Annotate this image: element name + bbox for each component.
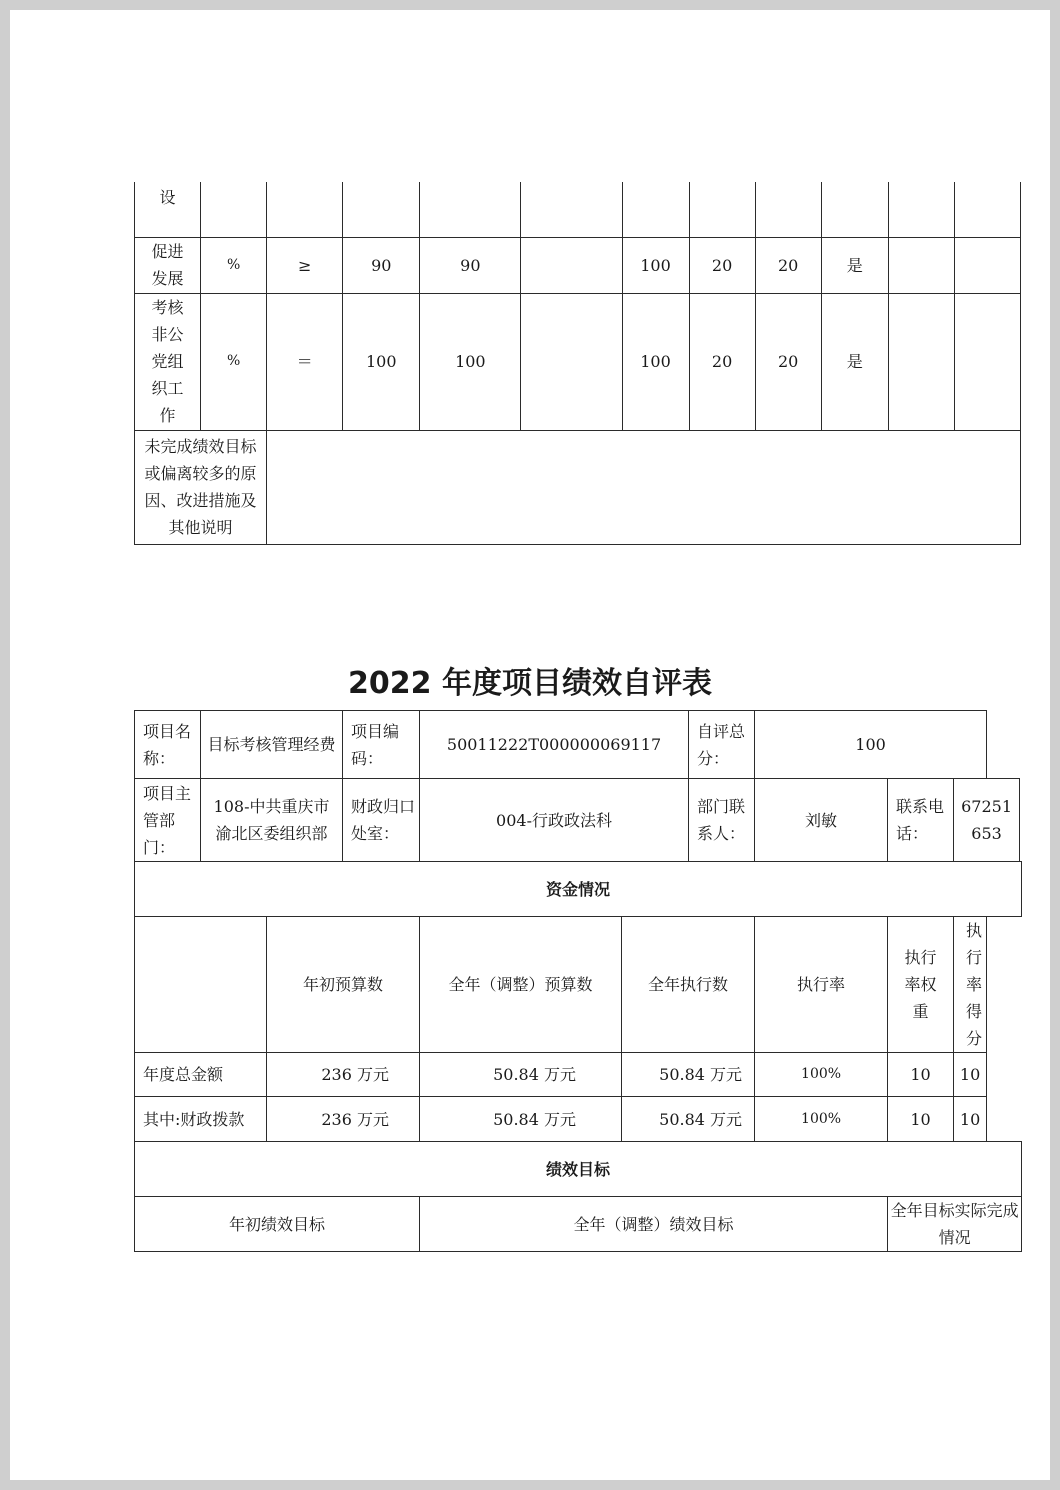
- funds-executed: 50.84 万元: [622, 1097, 755, 1142]
- funds-header-row: [135, 917, 1022, 1053]
- goals-header: 全年（调整）绩效目标: [420, 1197, 888, 1252]
- funds-initial: 236 万元: [267, 1097, 420, 1142]
- indicator-table: [134, 182, 1021, 545]
- unit-cell: [201, 182, 267, 237]
- table-row: [135, 182, 1021, 237]
- dept-label: 项目主管部门：: [135, 779, 201, 862]
- value-cell: [521, 293, 622, 430]
- phone-value: 67251653: [954, 779, 1020, 862]
- value-cell: [521, 182, 622, 237]
- value-cell: 90: [420, 237, 521, 293]
- funds-header: 执行率: [755, 917, 888, 1053]
- value-cell: [521, 237, 622, 293]
- table-row: [135, 293, 1021, 430]
- funds-header: 执行率得分: [954, 917, 987, 1053]
- explanation-label: 未完成绩效目标或偏离较多的原因、改进措施及其他说明: [135, 430, 267, 544]
- operator-cell: [267, 182, 343, 237]
- funds-row-label: 年度总金额: [135, 1053, 267, 1097]
- value-cell: [888, 237, 954, 293]
- funds-initial: 236 万元: [267, 1053, 420, 1097]
- funds-rate: 100%: [755, 1053, 888, 1097]
- funds-header-empty: [135, 917, 267, 1053]
- value-cell: [954, 237, 1020, 293]
- office-value: 004-行政政法科: [420, 779, 689, 862]
- table-row: [135, 430, 1021, 544]
- section-row: [135, 862, 1022, 917]
- total-score: 100: [755, 711, 987, 779]
- project-info-row: [135, 779, 1022, 862]
- value-cell: [954, 182, 1020, 237]
- funds-score: 10: [954, 1097, 987, 1142]
- explanation-value: [267, 430, 1021, 544]
- value-cell: [420, 182, 521, 237]
- table-row: [135, 1097, 1022, 1142]
- operator-cell: ＝: [267, 293, 343, 430]
- goals-section-title: 绩效目标: [135, 1142, 1022, 1197]
- value-cell: [954, 293, 1020, 430]
- funds-section-title: 资金情况: [135, 862, 1022, 917]
- funds-score: 10: [954, 1053, 987, 1097]
- project-code-label: 项目编码：: [343, 711, 420, 779]
- funds-adjusted: 50.84 万元: [420, 1053, 622, 1097]
- value-cell: [689, 182, 755, 237]
- value-cell: 20: [689, 293, 755, 430]
- value-cell: 20: [755, 237, 821, 293]
- project-name-label: 项目名称：: [135, 711, 201, 779]
- table-row: [135, 1053, 1022, 1097]
- value-cell: [343, 182, 420, 237]
- page-title: 2022 年度项目绩效自评表: [348, 666, 712, 701]
- value-cell: 是: [821, 237, 888, 293]
- funds-header: 年初预算数: [267, 917, 420, 1053]
- indicator-name: 促进发展: [135, 237, 201, 293]
- indicator-name: 设: [135, 182, 201, 237]
- self-evaluation-table: [134, 710, 1022, 1252]
- value-cell: [755, 182, 821, 237]
- goals-header: 年初绩效目标: [135, 1197, 420, 1252]
- table-row: [135, 237, 1021, 293]
- funds-row-label: 其中:财政拨款: [135, 1097, 267, 1142]
- value-cell: 100: [343, 293, 420, 430]
- value-cell: [888, 182, 954, 237]
- project-info-row: [135, 711, 1022, 779]
- contact-value: 刘敏: [755, 779, 888, 862]
- score-label: 自评总分：: [689, 711, 755, 779]
- dept-value: 108-中共重庆市渝北区委组织部: [201, 779, 343, 862]
- phone-label: 联系电话：: [888, 779, 954, 862]
- funds-adjusted: 50.84 万元: [420, 1097, 622, 1142]
- value-cell: 90: [343, 237, 420, 293]
- funds-executed: 50.84 万元: [622, 1053, 755, 1097]
- project-code: 50011222T000000069117: [420, 711, 689, 779]
- funds-rate: 100%: [755, 1097, 888, 1142]
- project-name: 目标考核管理经费: [201, 711, 343, 779]
- value-cell: [888, 293, 954, 430]
- value-cell: [622, 182, 689, 237]
- contact-label: 部门联系人：: [689, 779, 755, 862]
- value-cell: 100: [420, 293, 521, 430]
- value-cell: 是: [821, 293, 888, 430]
- goals-header-row: [135, 1197, 1022, 1252]
- funds-weight: 10: [888, 1053, 954, 1097]
- value-cell: [821, 182, 888, 237]
- value-cell: 20: [689, 237, 755, 293]
- unit-cell: %: [201, 293, 267, 430]
- unit-cell: %: [201, 237, 267, 293]
- goals-header: 全年目标实际完成情况: [888, 1197, 1022, 1252]
- operator-cell: ≥: [267, 237, 343, 293]
- section-row: [135, 1142, 1022, 1197]
- indicator-name: 考核非公党组织工作: [135, 293, 201, 430]
- office-label: 财政归口处室：: [343, 779, 420, 862]
- funds-header: 执行率权重: [888, 917, 954, 1053]
- value-cell: 100: [622, 237, 689, 293]
- funds-weight: 10: [888, 1097, 954, 1142]
- value-cell: 20: [755, 293, 821, 430]
- funds-header: 全年执行数: [622, 917, 755, 1053]
- funds-header: 全年（调整）预算数: [420, 917, 622, 1053]
- value-cell: 100: [622, 293, 689, 430]
